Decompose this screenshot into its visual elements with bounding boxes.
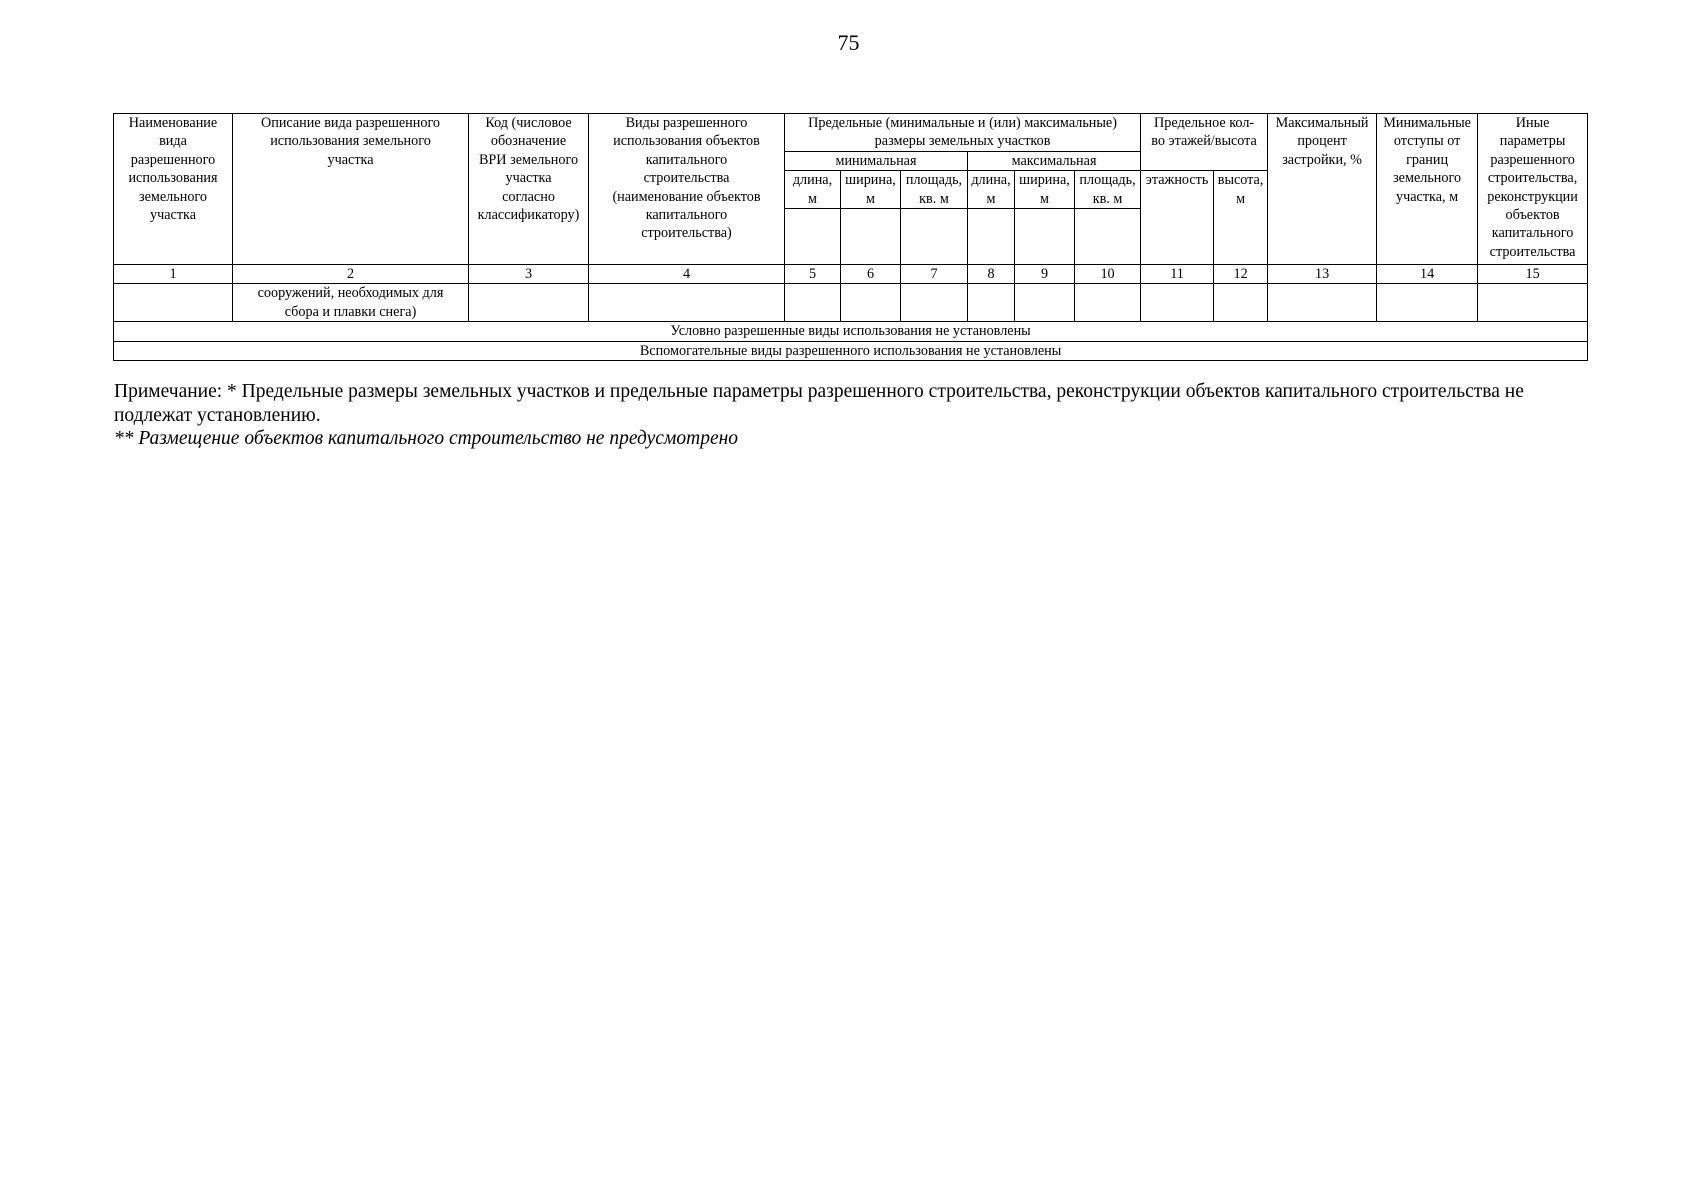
footnote-line-3: ** Размещение объектов капитального строительство не предусмотрено [114,428,739,449]
column-number: 6 [841,265,901,284]
header-cell-9: ширина, м [1015,171,1075,209]
header-cell-1: Наименование вида разрешенного использования земельного участка [114,114,233,265]
column-number: 11 [1141,265,1214,284]
header-cell-5: длина, м [785,171,841,209]
column-number: 15 [1478,265,1588,284]
header-maximal: максимальная [968,151,1141,170]
column-number: 14 [1377,265,1478,284]
auxiliary-uses-row: Вспомогательные виды разрешенного использования не установлены [114,341,1588,360]
header-cell-10: площадь, кв. м [1075,171,1141,209]
header-cell-15: Иные параметры разрешенного строительства, реконструкции объектов капитального строительства [1478,114,1588,265]
header-minimal: минимальная [785,151,968,170]
header-cell-12: высота, м [1214,171,1268,265]
use-description-cell: сооружений, необходимых для сбора и плавки снега) [233,284,469,322]
header-cell-6: ширина, м [841,171,901,209]
header-cell-3: Код (числовое обозначение ВРИ земельного участка согласно классификатору) [469,114,589,265]
header-group-floors-height: Предельное кол- во этажей/высота [1141,114,1268,171]
header-cell-4: Виды разрешенного использования объектов капитального строительства (наименование объектов капитального строительства) [589,114,785,265]
header-cell-2: Описание вида разрешенного использования земельного участка [233,114,469,265]
header-cell-8: длина, м [968,171,1015,209]
header-cell-7: площадь, кв. м [901,171,968,209]
column-number: 1 [114,265,233,284]
conditional-uses-row: Условно разрешенные виды использования не установлены [114,322,1588,341]
column-number: 12 [1214,265,1268,284]
zoning-parameters-table [113,113,1588,361]
header-group-plot-sizes: Предельные (минимальные и (или) максимальные) размеры земельных участков [785,114,1141,152]
column-number: 8 [968,265,1015,284]
column-number: 7 [901,265,968,284]
column-number: 5 [785,265,841,284]
column-numbers-row [114,265,1588,284]
column-number: 4 [589,265,785,284]
column-number: 9 [1015,265,1075,284]
footnote-line-1: Примечание: * Предельные размеры земельных участков и предельные параметры разрешенного строительства, реконструкции объектов капитального строительства не [114,381,1524,402]
page-number: 75 [837,30,860,55]
header-cell-13: Максимальный процент застройки, % [1268,114,1377,265]
header-cell-14: Минимальные отступы от границ земельного участка, м [1377,114,1478,265]
column-number: 10 [1075,265,1141,284]
header-cell-11: этажность [1141,171,1214,265]
table-row [114,284,1588,322]
footnote [114,380,1594,451]
column-number: 2 [233,265,469,284]
footnote-line-2: подлежат установлению. [114,404,321,426]
column-number: 13 [1268,265,1377,284]
column-number: 3 [469,265,589,284]
